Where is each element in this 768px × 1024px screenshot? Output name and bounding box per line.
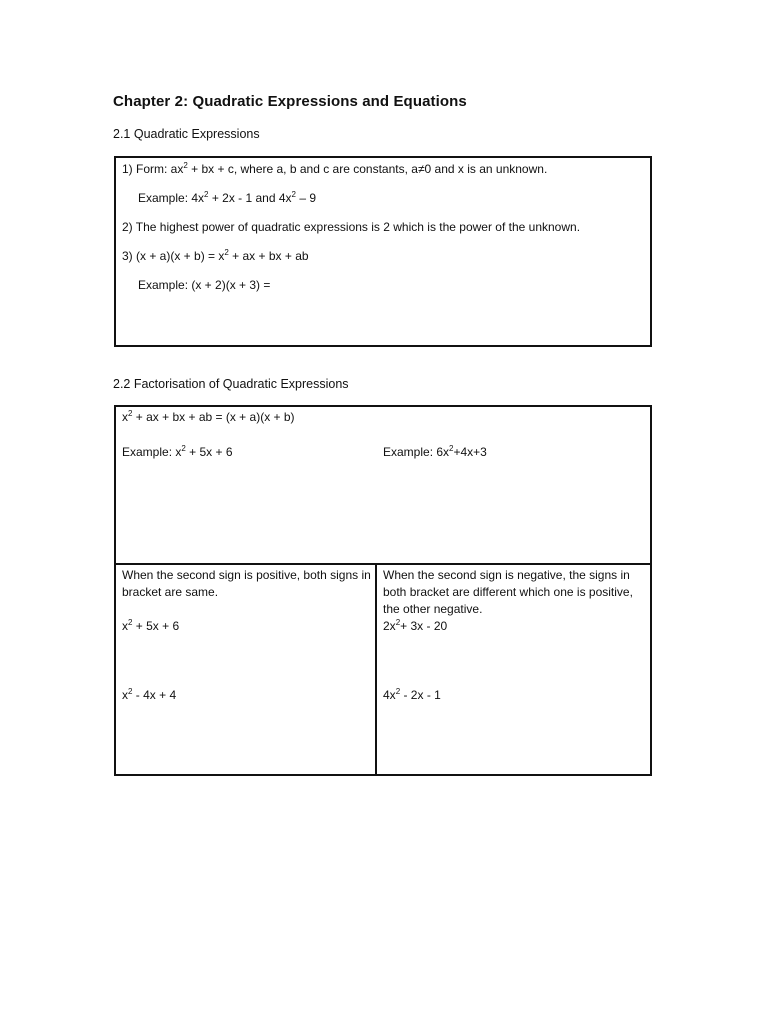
table-horizontal-divider bbox=[116, 563, 650, 565]
form-example: Example: $4x^2 + 2x - 1$ and $4x^2 - 9$ bbox=[138, 190, 317, 205]
quadratic-expressions-box bbox=[114, 156, 652, 347]
positive-example-2: $x^2 - 4x + 4$ bbox=[122, 687, 177, 702]
not-equal-symbol: ≠ bbox=[417, 162, 425, 176]
factorisation-formula: $x^2$ + ax + bx + ab = (x + a)(x + b) bbox=[122, 409, 295, 424]
section-title-factorisation: 2.2 Factorisation of Quadratic Expressions bbox=[113, 377, 349, 391]
example-right: Example: $6x^2+4x+3$ bbox=[383, 444, 487, 459]
expansion-identity: 3) $(x + a)(x + b) = x^2$ + ax + bx + ab bbox=[122, 248, 309, 263]
expansion-example: Example: (x + 2)(x + 3) = bbox=[138, 278, 271, 292]
factorisation-table bbox=[114, 405, 652, 776]
example-left: Example: $x^2 + 5x + 6$ bbox=[122, 444, 233, 459]
positive-sign-rule: When the second sign is positive, both signs in bracket are same. bbox=[122, 568, 371, 599]
negative-sign-rule: When the second sign is negative, the signs in both bracket are different which one is positive, the other negative. bbox=[383, 568, 633, 616]
highest-power-note: 2) The highest power of quadratic expressions is 2 which is the power of the unknown. bbox=[122, 220, 581, 234]
negative-example-1: $2x^2+ 3x - 20$ bbox=[383, 618, 448, 633]
positive-example-1: $x^2 + 5x + 6$ bbox=[122, 618, 180, 633]
section-title-quadratic-expressions: 2.1 Quadratic Expressions bbox=[113, 127, 260, 141]
chapter-title: Chapter 2: Quadratic Expressions and Equations bbox=[113, 93, 467, 110]
negative-example-2: $4x^2 - 2x - 1$ bbox=[383, 687, 441, 702]
table-vertical-divider bbox=[375, 563, 377, 774]
form-definition: 1) Form: $ax^2$ + bx + c, where a, b and c are constants, a≠0 and x is an unknown. bbox=[122, 161, 548, 176]
